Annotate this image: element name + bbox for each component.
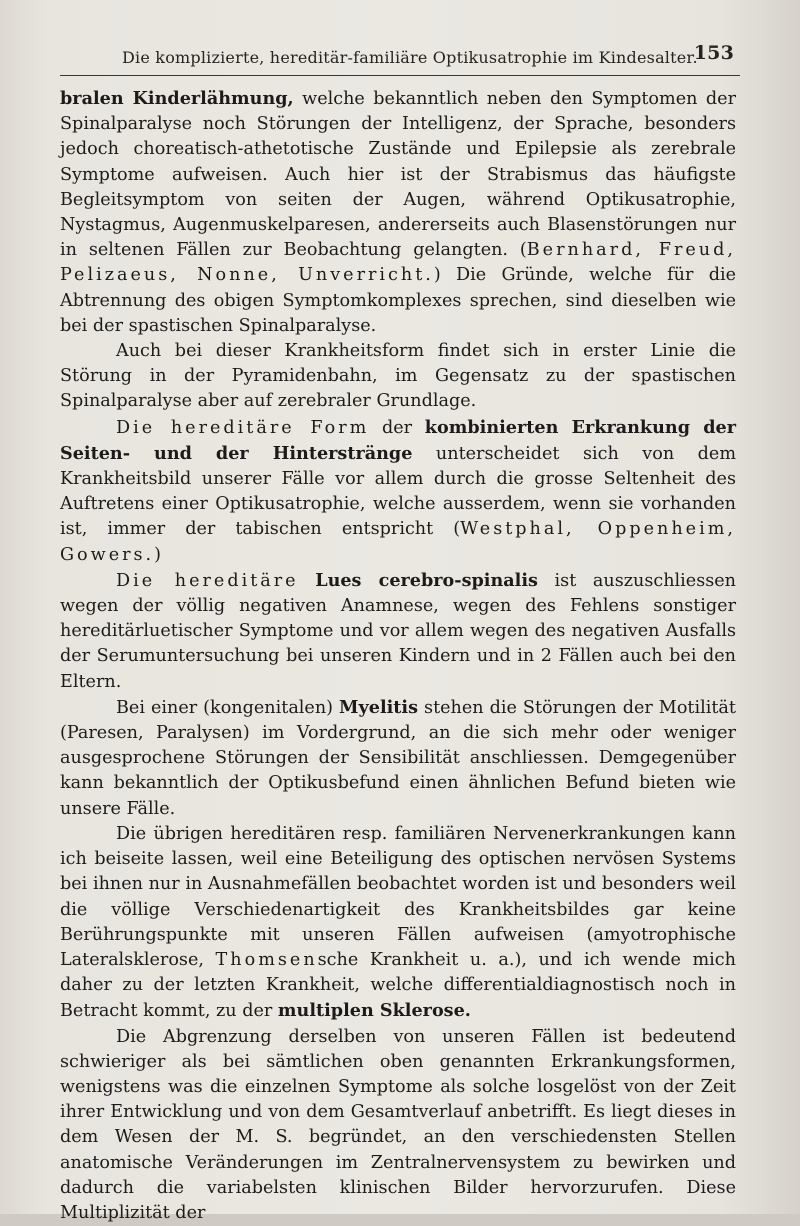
text-run: Bei einer (kongenitalen) xyxy=(116,697,340,718)
text-run xyxy=(299,571,316,591)
text-run: stehen die Störungen der Motilität (Paresen, Paralysen) im Vordergrund, an die sich mehr oder weniger ausgesprochene Störungen der Sensibilität anschliessen. Demgegenüber kann bekanntlich der Optikusbefund einen ähnlichen Befund bieten wie unsere Fälle. xyxy=(60,697,736,819)
spaced-name: Bernhard, Freud, Pelizaeus, Nonne, Unverricht. xyxy=(60,240,736,286)
text-run: ) xyxy=(154,544,162,565)
spaced-name: Thomsen xyxy=(215,949,318,970)
bold-term: multiplen Sklerose. xyxy=(277,1000,471,1022)
paragraph xyxy=(60,695,736,822)
text-run: ) Die Gründe, welche für die Abtrennung des obigen Symptomkomplexes sprechen, sind dieselben wie bei der spastischen Spinalparalyse. xyxy=(60,265,736,336)
text-run: Die übrigen hereditären resp. familiären Nervenerkrankungen kann ich beiseite lassen, weil eine Beteiligung des optischen nervösen Systems bei ihnen nur in Ausnahmefällen beobachtet worden ist und besonders weil die völlige Verschiedenartigkeit des Krankheitsbildes gar keine Berührungspunkte mit unseren Fällen aufweisen (amyotrophische Lateralsklerose, xyxy=(60,823,736,970)
body-text xyxy=(60,86,736,1226)
text-run: sche Krankheit u. a.), und ich wende mich daher zu der letzten Krankheit, welche differentialdiagnostisch noch in Betracht kommt, zu der xyxy=(60,949,736,1022)
text-run: Auch bei dieser Krankheitsform findet sich in erster Linie die Störung in der Pyramidenbahn, im Gegensatz zu der spastischen Spinalparalyse aber auf zerebraler Grundlage. xyxy=(60,341,736,412)
text-run: ist auszuschliessen wegen der völlig negativen Anamnese, wegen des Fehlens sonstiger hereditärluetischer Symptome und vor allem wegen des negativen Ausfalls der Serumuntersuchung bei unseren Kindern und in 2 Fällen auch bei den Eltern. xyxy=(60,570,737,692)
text-run: der xyxy=(369,417,425,438)
text-run: Die Abgrenzung derselben von unseren Fällen ist bedeutend schwieriger als bei sämtlichen oben genannten Erkrankungsformen, wenigstens was die einzelnen Symptome als solche losgelöst von der Zeit ihrer Entwicklung und von dem Gesamtverlauf anbetrifft. Es liegt dieses in dem Wesen der M. S. begründet, an den verschiedensten Stellen anatomische Veränderungen im Zentralnervensystem zu bewirken und dadurch die variabelsten klinischen Bilder hervorzurufen. Diese Multiplizität der xyxy=(60,1026,736,1223)
bold-term: Lues cerebro-spinalis xyxy=(315,569,538,591)
paragraph xyxy=(60,568,736,695)
paragraph xyxy=(60,822,736,1025)
spaced-name: Die hereditäre Form xyxy=(116,417,370,438)
paragraph xyxy=(60,86,736,339)
running-title: Die komplizierte, hereditär-familiäre Optikusatrophie im Kindesalter. xyxy=(122,48,698,67)
spaced-name: Die hereditäre xyxy=(116,570,299,591)
spaced-name: Westphal, Oppenheim, Gowers. xyxy=(60,519,736,565)
header-rule xyxy=(60,75,740,76)
text-run: unterscheidet sich von dem Krankheitsbild unserer Fälle vor allem durch die grosse Seltenheit des Auftretens einer Optikusatrophie, welche ausserdem, wenn sie vorhanden ist, immer der tabischen entspricht ( xyxy=(60,443,736,540)
paragraph xyxy=(60,1025,736,1226)
page-number: 153 xyxy=(693,42,734,64)
bold-term: Myelitis xyxy=(339,696,419,718)
paragraph xyxy=(60,415,736,568)
text-run: welche bekanntlich neben den Symptomen der Spinalparalyse noch Störungen der Intelligenz, der Sprache, besonders jedoch choreatisch-athetotische Zustände und Epilepsie als zerebrale Symptome aufweisen. Auch hier ist der Strabismus das häufigste Begleitsymptom von seiten der Augen, während Optikusatrophie, Nystagmus, Augenmuskelparesen, andererseits auch Blasenstörungen nur in seltenen Fällen zur Beobachtung gelangten. ( xyxy=(60,89,736,261)
bold-term: kombinierten Erkrankung der Seiten- und der Hinterstränge xyxy=(60,416,736,464)
paragraph xyxy=(60,339,736,415)
bold-term: bralen Kinderlähmung, xyxy=(60,88,294,109)
